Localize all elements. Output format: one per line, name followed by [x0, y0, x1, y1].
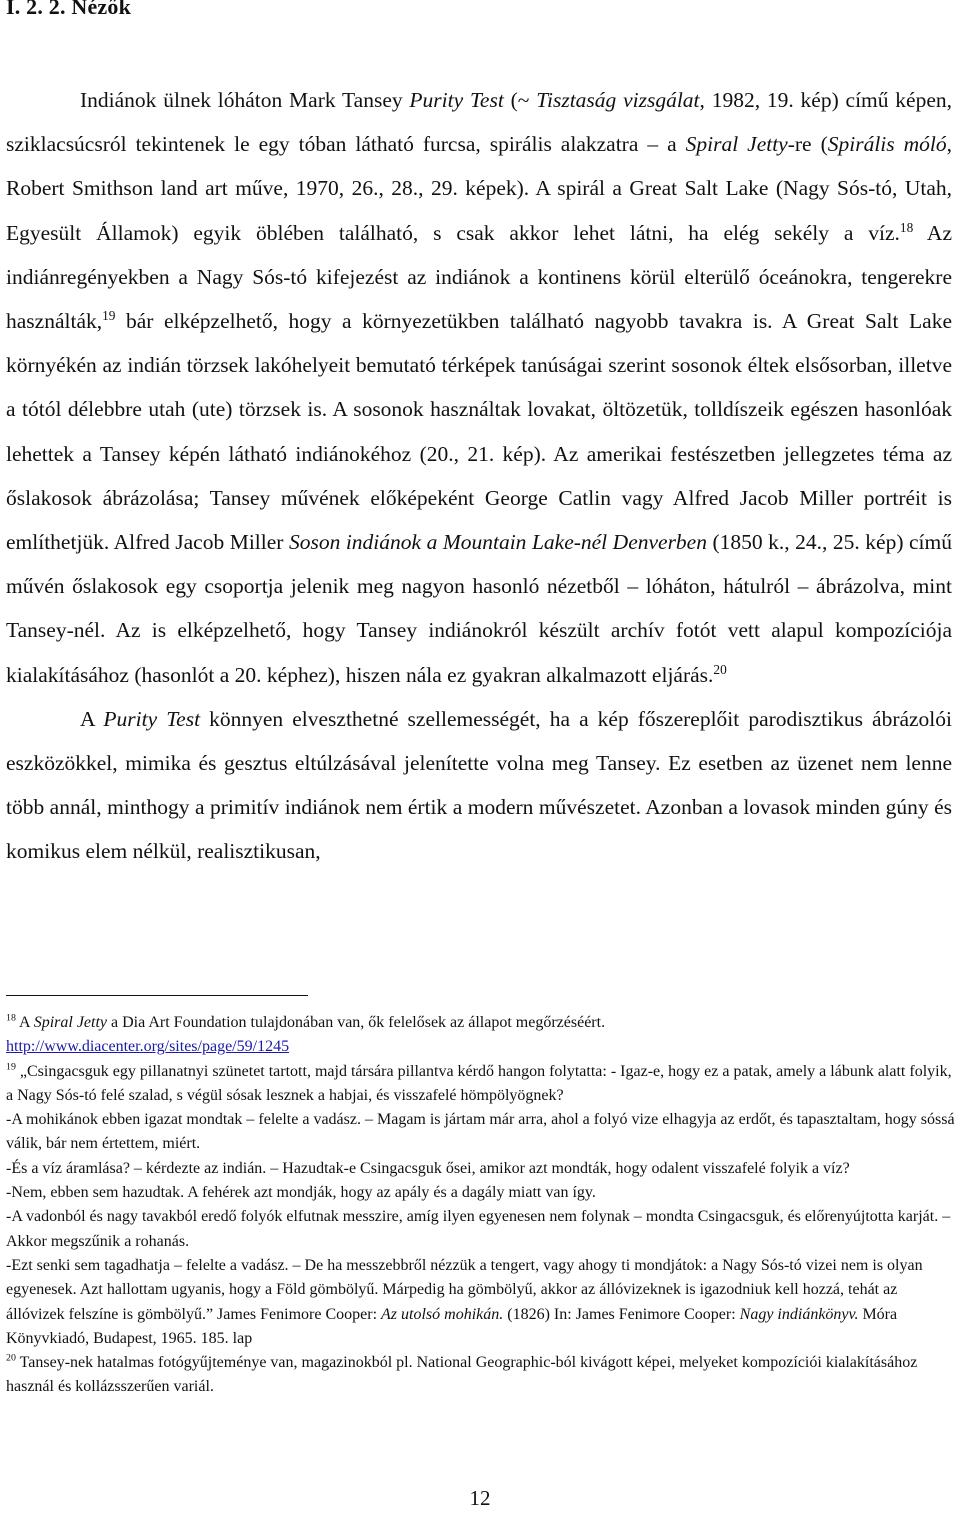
- text-run: bár elképzelhető, hogy a környezetükben található nagyobb tavakra is. A Great Salt Lake környékén az indián törzsek lakóhelyeit bemutató térképek tanúságai szerint sosonok éltek elsősorban, illetve a tótól délebbre utah (ute) törzsek is. A sosonok használtak lovakat, öltözetük, tolldíszeik egészen hasonlóak lehettek a Tansey képén látható indiánokéhoz (20., 21. kép). Az amerikai festészetben jellegzetes téma az őslakosok ábrázolása; Tansey művének előképeként George Catlin vagy Alfred Jacob Miller portréit is említhetjük. Alfred Jacob Miller: [6, 309, 952, 555]
- text-run: Móra Könyvkiadó, Budapest, 1965. 185. lap: [6, 1305, 898, 1347]
- footnote-ref-20[interactable]: 20: [713, 661, 727, 677]
- text-run: „Csingacsguk egy pillanatnyi szünetet tartott, majd társára pillantva kérdő hangon folytatta: - Igaz-e, hogy ez a patak, amely a lábunk alatt folyik, a Nagy Sós-tó felé szalad, s végül sósak lesznek a habjai, és visszafelé hömpölyögnek?: [6, 1062, 952, 1104]
- book-title: Nagy indiánkönyv.: [739, 1305, 859, 1323]
- artwork-title: Purity Test: [409, 88, 504, 112]
- footnote-19-line: -És a víz áramlása? – kérdezte az indián. – Hazudtak-e Csingacsguk ősei, amikor azt mondták, hogy odalent visszafelé folyik a víz?: [6, 1159, 850, 1177]
- text-run: -re (: [787, 132, 828, 157]
- text-run: (1826) In: James Fenimore Cooper:: [503, 1305, 740, 1323]
- footnote-20: [6, 1351, 956, 1400]
- footnote-number: 19: [6, 1061, 16, 1073]
- footnote-19-line: -Nem, ebben sem hazudtak. A fehérek azt mondják, hogy az apály és a dagály miatt van így.: [6, 1184, 596, 1202]
- text-run: Tansey-nek hatalmas fotógyűjteménye van, magazinokból pl. National Geographic-ból kivágott képei, melyeket kompozíciói kialakításához használ és kollázsszerűen variál.: [6, 1354, 918, 1396]
- text-run: , 1982, 19. kép) című képen, sziklacsúcsról tekintenek le egy tóban látható furcsa, spirális alakzatra – a: [6, 88, 953, 157]
- footnote-separator: [6, 995, 308, 996]
- text-run: Indiánok ülnek lóháton Mark Tansey: [80, 88, 410, 112]
- artwork-title: Spiral Jetty: [685, 132, 788, 157]
- text-run: -Ezt senki sem tagadhatja – felelte a vadász. – De ha messzebbről nézzük a tengert, vagy ahogy ti mondjátok: a Nagy Sós-tó vizei nem is olyan egyenesek. Azt hallottam ugyanis, hogy a Föld gömbölyű. Márpedig ha gömbölyű, akkor az állóvizeknek is igazodniuk kell hozzá, tehát az állóvizek felszíne is gömbölyű.” James Fenimore Cooper:: [6, 1256, 923, 1323]
- artwork-title: Spiral Jetty: [33, 1014, 108, 1031]
- paragraph-1: [6, 78, 952, 697]
- artwork-title: Soson indiánok a Mountain Lake-nél Denverben: [288, 530, 707, 555]
- text-run: A: [80, 706, 104, 731]
- footnote-number: 20: [6, 1352, 16, 1364]
- artwork-title: Spirális móló: [827, 132, 947, 157]
- section-heading: I. 2. 2. Nézők: [6, 0, 132, 19]
- text-run: (~: [503, 88, 537, 112]
- footnotes: [6, 1011, 956, 1400]
- text-run: Az indiánregényekben a Nagy Sós-tó kifejezést az indiánok a kontinens körül elterülő óceánokra, tengerekre használták,: [6, 220, 952, 334]
- text-run: A: [15, 1014, 34, 1031]
- artwork-title: Purity Test: [103, 706, 201, 731]
- footnote-ref-19[interactable]: 19: [102, 307, 116, 323]
- text-run: könnyen elveszthetné szellemességét, ha a kép főszereplőit parodisztikus ábrázolói eszközökkel, mimika és gesztus eltúlzásával jelenítette volna meg Tansey. Ez esetben az üzenet nem lenne több annál, minthogy a primitív indiánok nem értik a modern művészetet. Azonban a lovasok minden gúny és komikus elem nélkül, realisztikusan,: [6, 706, 953, 864]
- artwork-title: Tisztaság vizsgálat: [536, 88, 700, 112]
- footnote-19-line: -A vadonból és nagy tavakból eredő folyók elfutnak messzire, amíg ilyen egyenesen nem folynak – mondta Csingacsguk, és előrenyújtotta karját. – Akkor megszűnik a rohanás.: [6, 1208, 951, 1250]
- footnote-ref-18[interactable]: 18: [899, 219, 914, 235]
- body-text: [6, 78, 952, 874]
- footnote-19-line: -A mohikánok ebben igazat mondtak – felelte a vadász. – Magam is jártam már arra, ahol a folyó vize elhagyja az erdőt, és tapasztaltam, hogy sóssá válik, bár nem értettem, miért.: [6, 1111, 955, 1153]
- paragraph-2: [6, 697, 952, 874]
- footnote-19-line: [6, 1254, 956, 1351]
- text-run: a Dia Art Foundation tulajdonában van, ők felelősek az állapot megőrzéséért.: [107, 1014, 606, 1031]
- footnote-link[interactable]: http://www.diacenter.org/sites/page/59/1245: [6, 1038, 290, 1056]
- footnote-number: 18: [6, 1012, 16, 1024]
- text-run: (1850 k., 24., 25. kép) című művén őslakosok egy csoportja jelenik meg nagyon hasonló nézetből – lóháton, hátulról – ábrázolva, mint Tansey-nél. Az is elképzelhető, hogy Tansey indiánokról készült archív fotót vett alapul kompozíciója kialakításához (hasonlót a 20. képhez), hiszen nála ez gyakran alkalmazott eljárás.: [6, 530, 952, 687]
- footnote-19: [6, 1060, 956, 1109]
- text-run: , Robert Smithson land art műve, 1970, 26., 28., 29. képek). A spirál a Great Salt Lake (Nagy Sós-tó, Utah, Egyesült Államok) egyik öblében található, s csak akkor lehet látni, ha elég sekély a víz.: [6, 132, 952, 245]
- book-title: Az utolsó mohikán.: [381, 1305, 504, 1323]
- page-number: 12: [469, 1486, 491, 1510]
- footnote-18: [6, 1011, 956, 1060]
